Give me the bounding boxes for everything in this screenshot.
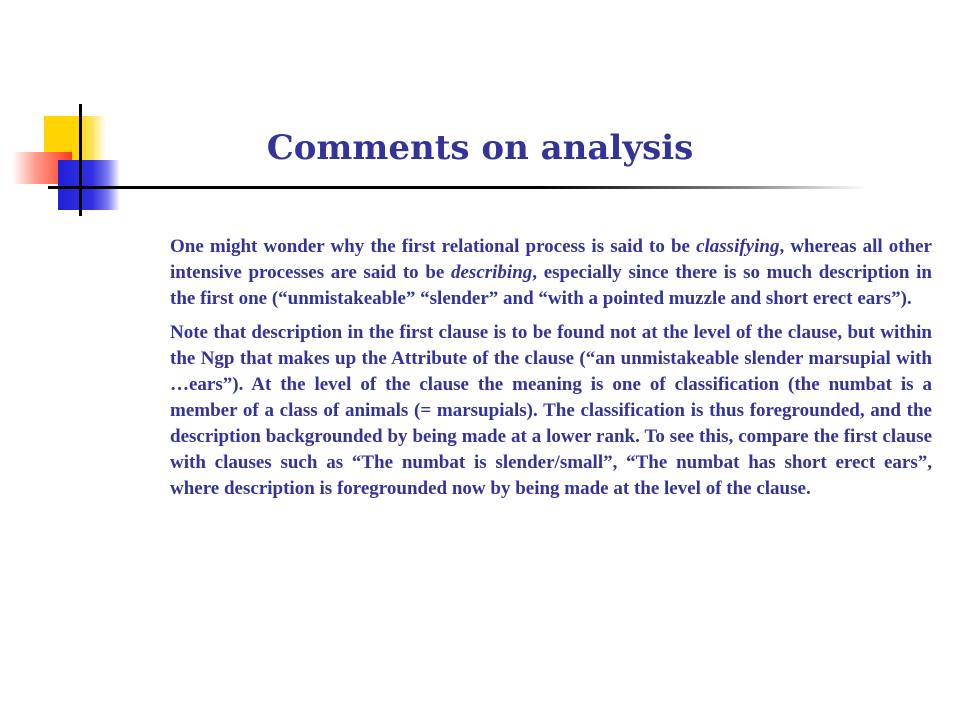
term-describing: describing	[451, 262, 533, 283]
paragraph-1-text-b: , whereas all other intensive processes are said to be	[170, 236, 932, 283]
slide-title: Comments on analysis	[266, 128, 694, 168]
paragraph-description-note: Note that description in the first clause is to be found not at the level of the clause, but within the Ngp that makes up the Attribute of the clause (“an unmistakeable slender marsupial with …ears”). At the level of the clause the meaning is one of classification (the numbat is a member of a class of animals (= marsupials). The classification is thus foregrounded, and the description backgrounded by being made at a lower rank. To see this, compare the first clause with clauses such as “The numbat is slender/small”, “The numbat has short erect ears”, where description is foregrounded now by being made at the level of the clause.	[170, 322, 932, 499]
paragraph-classifying	[170, 234, 932, 312]
vertical-rule	[79, 104, 82, 216]
term-classifying: classifying	[696, 236, 780, 257]
paragraph-1-text-c: , especially since there is so much description in the first one (“unmistakeable” “slender” and “with a pointed muzzle and short erect ears”).	[170, 262, 932, 309]
slide-body	[170, 234, 932, 502]
blue-square-decoration	[58, 160, 120, 210]
paragraph-1-text-a: One might wonder why the first relational process is said to be	[170, 236, 697, 257]
title-underline-rule	[48, 186, 868, 189]
